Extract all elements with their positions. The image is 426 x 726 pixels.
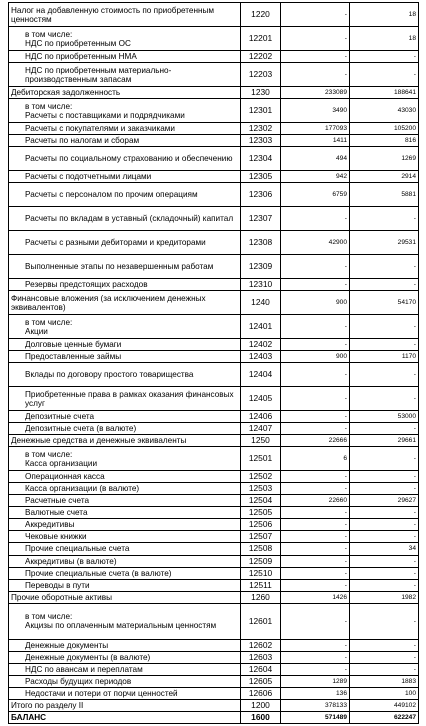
row-name-cell: Прочие специальные счета [9, 543, 241, 555]
row-name-cell: Денежные документы (в валюте) [9, 651, 241, 663]
row-code-cell: 1200 [241, 699, 281, 711]
row-name-cell: Недостачи и потери от порчи ценностей [9, 687, 241, 699]
row-value-current-cell: - [281, 603, 350, 639]
row-code-cell: 12510 [241, 567, 281, 579]
row-name-cell: в том числе: Расчеты с поставщиками и подрядчиками [9, 99, 241, 123]
row-name-cell: Операционная касса [9, 471, 241, 483]
table-row [9, 531, 419, 543]
table-row [9, 99, 419, 123]
table-row [9, 591, 419, 603]
table-row [9, 411, 419, 423]
row-value-current-cell: - [281, 471, 350, 483]
row-value-previous-cell: 622247 [350, 711, 419, 723]
row-code-cell: 12506 [241, 519, 281, 531]
row-value-current-cell: 494 [281, 147, 350, 171]
row-code-cell: 12402 [241, 339, 281, 351]
row-code-cell: 12202 [241, 51, 281, 63]
table-row [9, 447, 419, 471]
row-value-previous-cell: - [350, 579, 419, 591]
row-value-previous-cell: - [350, 603, 419, 639]
row-value-previous-cell: 105200 [350, 123, 419, 135]
row-name-cell: Финансовые вложения (за исключением денежных эквивалентов) [9, 291, 241, 315]
row-name-cell: Расходы будущих периодов [9, 675, 241, 687]
row-value-previous-cell: 29627 [350, 495, 419, 507]
row-value-current-cell: - [281, 3, 350, 27]
row-value-current-cell: 22666 [281, 435, 350, 447]
row-code-cell: 12504 [241, 495, 281, 507]
row-code-cell: 12305 [241, 171, 281, 183]
row-name-cell: Расчеты с разными дебиторами и кредиторами [9, 231, 241, 255]
row-name-cell: в том числе: Акцизы по оплаченным материальным ценностям [9, 603, 241, 639]
row-name-cell: Аккредитивы [9, 519, 241, 531]
row-value-current-cell: 3490 [281, 99, 350, 123]
row-value-previous-cell: - [350, 279, 419, 291]
table-row [9, 291, 419, 315]
row-name-cell: Дебиторская задолженность [9, 87, 241, 99]
row-code-cell: 1230 [241, 87, 281, 99]
row-name-cell: Резервы предстоящих расходов [9, 279, 241, 291]
row-code-cell: 12303 [241, 135, 281, 147]
row-code-cell: 1600 [241, 711, 281, 723]
row-name-cell: Валютные счета [9, 507, 241, 519]
row-value-previous-cell: 1269 [350, 147, 419, 171]
row-value-current-cell: - [281, 567, 350, 579]
row-value-previous-cell: 43030 [350, 99, 419, 123]
row-value-current-cell: 22660 [281, 495, 350, 507]
row-code-cell: 1260 [241, 591, 281, 603]
row-name-cell: Выполненные этапы по незавершенным работам [9, 255, 241, 279]
table-row [9, 315, 419, 339]
table-row [9, 279, 419, 291]
table-row [9, 387, 419, 411]
row-value-previous-cell: 100 [350, 687, 419, 699]
row-value-previous-cell: 188641 [350, 87, 419, 99]
row-value-previous-cell: - [350, 639, 419, 651]
row-value-previous-cell: - [350, 507, 419, 519]
table-row [9, 543, 419, 555]
row-code-cell: 12404 [241, 363, 281, 387]
row-name-cell: Вклады по договору простого товарищества [9, 363, 241, 387]
row-code-cell: 12511 [241, 579, 281, 591]
row-value-current-cell: 177093 [281, 123, 350, 135]
row-value-current-cell: - [281, 255, 350, 279]
row-value-current-cell: - [281, 279, 350, 291]
row-name-cell: Налог на добавленную стоимость по приобретенным ценностям [9, 3, 241, 27]
row-code-cell: 12306 [241, 183, 281, 207]
balance-sheet-table [8, 2, 419, 724]
row-name-cell: Чековые книжки [9, 531, 241, 543]
table-row [9, 339, 419, 351]
row-value-current-cell: - [281, 579, 350, 591]
row-code-cell: 12302 [241, 123, 281, 135]
row-value-previous-cell: - [350, 483, 419, 495]
row-value-current-cell: - [281, 27, 350, 51]
row-name-cell: Предоставленные займы [9, 351, 241, 363]
table-row [9, 363, 419, 387]
balance-sheet-rows [9, 3, 419, 724]
row-value-previous-cell: - [350, 423, 419, 435]
row-value-previous-cell: - [350, 471, 419, 483]
row-value-current-cell: - [281, 555, 350, 567]
table-row [9, 555, 419, 567]
table-row [9, 3, 419, 27]
row-code-cell: 1220 [241, 3, 281, 27]
row-value-previous-cell: - [350, 315, 419, 339]
row-value-previous-cell: - [350, 51, 419, 63]
table-row [9, 87, 419, 99]
table-row [9, 27, 419, 51]
row-name-cell: БАЛАНС [9, 711, 241, 723]
row-value-previous-cell: - [350, 387, 419, 411]
row-value-current-cell: 6759 [281, 183, 350, 207]
row-code-cell: 12505 [241, 507, 281, 519]
row-code-cell: 12604 [241, 663, 281, 675]
table-row [9, 63, 419, 87]
row-name-cell: Переводы в пути [9, 579, 241, 591]
table-row [9, 171, 419, 183]
row-name-cell: Расчеты с подотчетными лицами [9, 171, 241, 183]
row-code-cell: 12508 [241, 543, 281, 555]
row-value-previous-cell: 816 [350, 135, 419, 147]
row-value-current-cell: 1426 [281, 591, 350, 603]
row-value-previous-cell: 2914 [350, 171, 419, 183]
row-value-previous-cell: - [350, 519, 419, 531]
row-value-current-cell: - [281, 543, 350, 555]
table-row [9, 135, 419, 147]
row-value-previous-cell: - [350, 339, 419, 351]
row-value-current-cell: 136 [281, 687, 350, 699]
row-code-cell: 12308 [241, 231, 281, 255]
table-row [9, 423, 419, 435]
row-name-cell: Расчеты с покупателями и заказчиками [9, 123, 241, 135]
row-value-previous-cell: 54170 [350, 291, 419, 315]
row-value-previous-cell: 1883 [350, 675, 419, 687]
row-code-cell: 12501 [241, 447, 281, 471]
row-code-cell: 12605 [241, 675, 281, 687]
row-value-previous-cell: - [350, 651, 419, 663]
row-value-current-cell: - [281, 651, 350, 663]
row-name-cell: Депозитные счета [9, 411, 241, 423]
row-code-cell: 12602 [241, 639, 281, 651]
table-row [9, 507, 419, 519]
row-value-current-cell: 942 [281, 171, 350, 183]
row-value-current-cell: - [281, 507, 350, 519]
row-code-cell: 12405 [241, 387, 281, 411]
row-value-previous-cell: 34 [350, 543, 419, 555]
row-value-previous-cell: 18 [350, 3, 419, 27]
row-value-current-cell: 571489 [281, 711, 350, 723]
row-code-cell: 12601 [241, 603, 281, 639]
row-code-cell: 12502 [241, 471, 281, 483]
row-name-cell: Прочие оборотные активы [9, 591, 241, 603]
row-value-current-cell: - [281, 315, 350, 339]
row-value-current-cell: 6 [281, 447, 350, 471]
row-name-cell: Итого по разделу II [9, 699, 241, 711]
table-row [9, 603, 419, 639]
row-name-cell: Депозитные счета (в валюте) [9, 423, 241, 435]
row-value-current-cell: - [281, 63, 350, 87]
row-value-previous-cell: - [350, 555, 419, 567]
row-value-previous-cell: 18 [350, 27, 419, 51]
row-value-previous-cell: - [350, 567, 419, 579]
table-row [9, 51, 419, 63]
row-name-cell: Прочие специальные счета (в валюте) [9, 567, 241, 579]
row-name-cell: Приобретенные права в рамках оказания финансовых услуг [9, 387, 241, 411]
table-row [9, 483, 419, 495]
row-value-previous-cell: 29531 [350, 231, 419, 255]
row-value-current-cell: - [281, 483, 350, 495]
row-value-previous-cell: 449102 [350, 699, 419, 711]
table-row [9, 495, 419, 507]
row-name-cell: Денежные средства и денежные эквиваленты [9, 435, 241, 447]
row-value-current-cell: 42900 [281, 231, 350, 255]
row-value-previous-cell: 1982 [350, 591, 419, 603]
row-name-cell: в том числе: Акции [9, 315, 241, 339]
table-row [9, 435, 419, 447]
row-code-cell: 12507 [241, 531, 281, 543]
table-row [9, 675, 419, 687]
table-row [9, 687, 419, 699]
row-code-cell: 12509 [241, 555, 281, 567]
row-name-cell: Расчеты по налогам и сборам [9, 135, 241, 147]
row-value-previous-cell: - [350, 663, 419, 675]
row-value-previous-cell: - [350, 531, 419, 543]
table-row [9, 471, 419, 483]
row-value-current-cell: 900 [281, 291, 350, 315]
row-value-previous-cell: - [350, 363, 419, 387]
row-value-previous-cell: 1170 [350, 351, 419, 363]
table-row [9, 231, 419, 255]
row-value-previous-cell: 53000 [350, 411, 419, 423]
row-name-cell: Касса организации (в валюте) [9, 483, 241, 495]
row-code-cell: 12403 [241, 351, 281, 363]
row-code-cell: 12407 [241, 423, 281, 435]
table-row [9, 255, 419, 279]
row-value-current-cell: 1289 [281, 675, 350, 687]
table-row [9, 663, 419, 675]
row-value-current-cell: - [281, 663, 350, 675]
row-value-current-cell: 378133 [281, 699, 350, 711]
row-value-previous-cell: - [350, 63, 419, 87]
row-name-cell: Расчеты по социальному страхованию и обеспечению [9, 147, 241, 171]
table-row [9, 183, 419, 207]
row-value-current-cell: - [281, 51, 350, 63]
row-code-cell: 12606 [241, 687, 281, 699]
table-row [9, 207, 419, 231]
row-code-cell: 12201 [241, 27, 281, 51]
table-row [9, 579, 419, 591]
row-name-cell: в том числе: Касса организации [9, 447, 241, 471]
row-value-current-cell: - [281, 411, 350, 423]
table-row [9, 147, 419, 171]
row-name-cell: в том числе: НДС по приобретенным ОС [9, 27, 241, 51]
row-name-cell: Денежные документы [9, 639, 241, 651]
row-name-cell: Расчеты по вкладам в уставный (складочный) капитал [9, 207, 241, 231]
row-value-current-cell: - [281, 531, 350, 543]
row-value-current-cell: - [281, 423, 350, 435]
row-code-cell: 1250 [241, 435, 281, 447]
row-value-previous-cell: 29661 [350, 435, 419, 447]
row-name-cell: НДС по приобретенным НМА [9, 51, 241, 63]
table-row [9, 567, 419, 579]
row-code-cell: 12301 [241, 99, 281, 123]
row-code-cell: 12310 [241, 279, 281, 291]
row-code-cell: 1240 [241, 291, 281, 315]
row-name-cell: НДС по приобретенным материально-производственным запасам [9, 63, 241, 87]
row-value-previous-cell: - [350, 207, 419, 231]
row-value-current-cell: 900 [281, 351, 350, 363]
table-row [9, 699, 419, 711]
table-row [9, 123, 419, 135]
row-value-current-cell: - [281, 363, 350, 387]
row-value-current-cell: - [281, 339, 350, 351]
row-code-cell: 12503 [241, 483, 281, 495]
row-code-cell: 12203 [241, 63, 281, 87]
table-row [9, 351, 419, 363]
table-row [9, 711, 419, 723]
row-value-previous-cell: - [350, 255, 419, 279]
row-value-current-cell: - [281, 639, 350, 651]
row-code-cell: 12603 [241, 651, 281, 663]
row-value-previous-cell: - [350, 447, 419, 471]
row-code-cell: 12309 [241, 255, 281, 279]
row-name-cell: Расчетные счета [9, 495, 241, 507]
row-name-cell: Расчеты с персоналом по прочим операциям [9, 183, 241, 207]
row-code-cell: 12401 [241, 315, 281, 339]
table-row [9, 651, 419, 663]
row-code-cell: 12307 [241, 207, 281, 231]
row-code-cell: 12304 [241, 147, 281, 171]
row-name-cell: Аккредитивы (в валюте) [9, 555, 241, 567]
row-value-current-cell: - [281, 519, 350, 531]
table-row [9, 639, 419, 651]
row-name-cell: НДС по авансам и переплатам [9, 663, 241, 675]
row-code-cell: 12406 [241, 411, 281, 423]
row-name-cell: Долговые ценные бумаги [9, 339, 241, 351]
row-value-current-cell: 1411 [281, 135, 350, 147]
table-row [9, 519, 419, 531]
row-value-previous-cell: 5881 [350, 183, 419, 207]
row-value-current-cell: - [281, 207, 350, 231]
row-value-current-cell: - [281, 387, 350, 411]
row-value-current-cell: 233089 [281, 87, 350, 99]
